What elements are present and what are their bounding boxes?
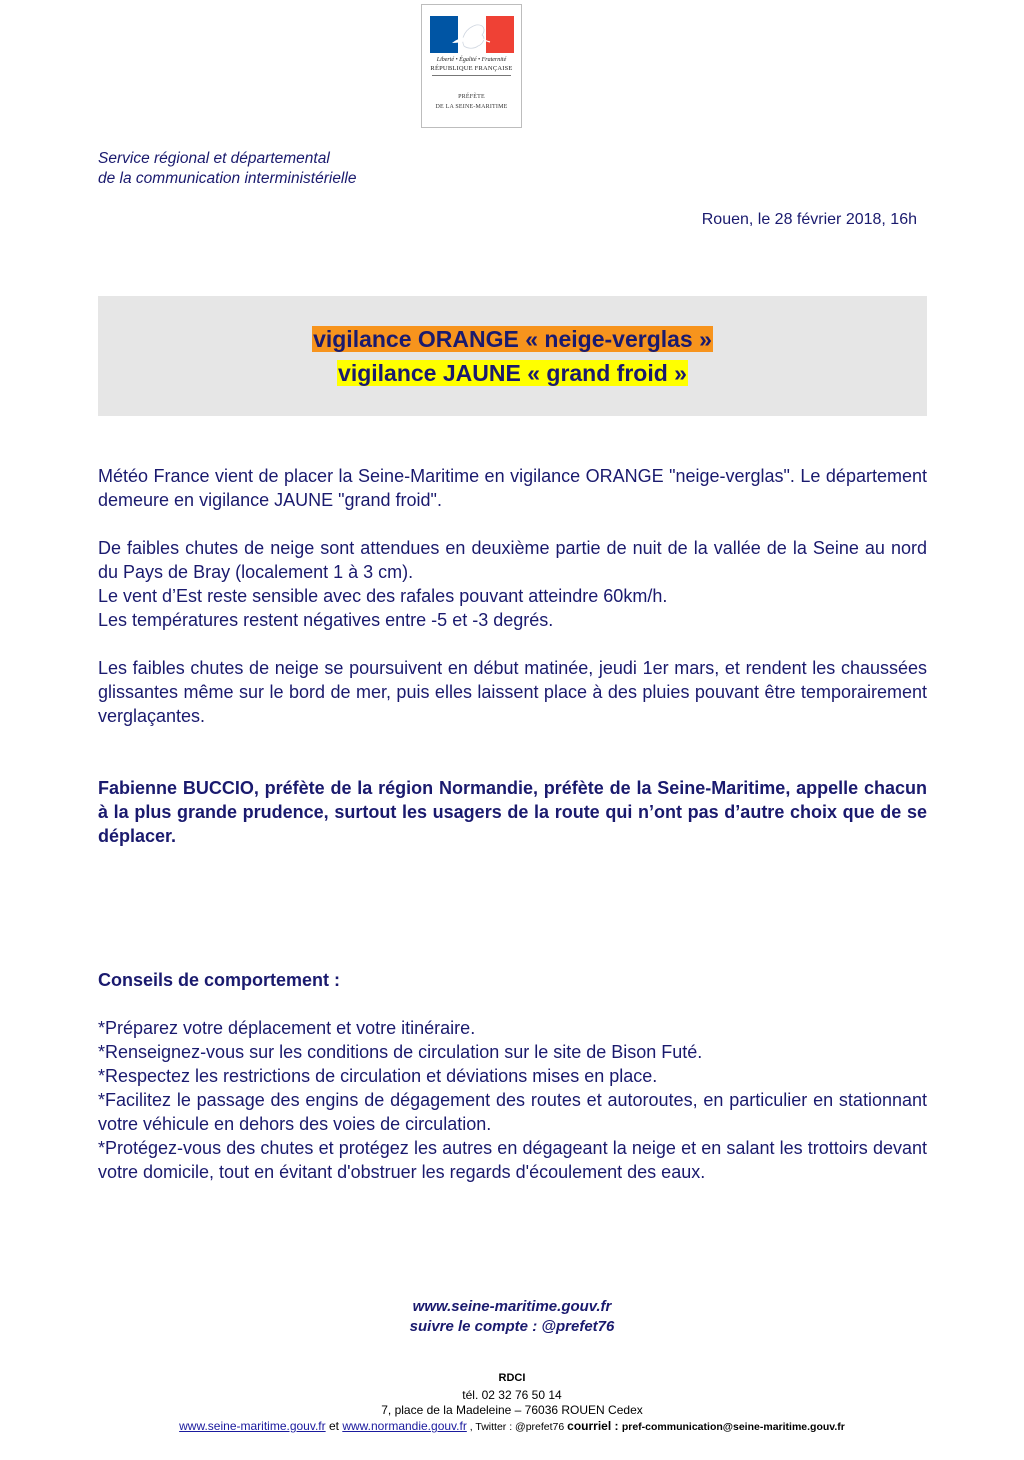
- advice-item: *Respectez les restrictions de circulation et déviations mises en place.: [98, 1066, 658, 1086]
- contact-line: [0, 1419, 1024, 1433]
- advice-item: *Facilitez le passage des engins de dégagement des routes et autoroutes, en particulier en stationnant votre véhicule en dehors des voies de circulation.: [98, 1090, 927, 1134]
- forecast-snow-text: De faibles chutes de neige sont attendues en deuxième partie de nuit de la vallée de la Seine au nord du Pays de Bray (localement 1 à 3 cm).: [98, 538, 927, 582]
- footer-link-normandie[interactable]: www.normandie.gouv.fr: [342, 1419, 467, 1433]
- marianne-logo-icon: [430, 16, 514, 53]
- footer-link-seine-maritime[interactable]: www.seine-maritime.gouv.fr: [179, 1419, 326, 1433]
- vigilance-banner: [98, 296, 927, 416]
- paragraph-appeal: [98, 776, 927, 848]
- morning-conditions-text: Les faibles chutes de neige se poursuivent en début matinée, jeudi 1er mars, et rendent les chaussées glissantes même sur le bord de mer, puis elles laissent place à des pluies pouvant être temporairement verglaçantes.: [98, 658, 927, 726]
- issuing-service: [98, 149, 356, 189]
- advice-item: *Protégez-vous des chutes et protégez les autres en dégageant la neige et en salant les trottoirs devant votre domicile, tout en évitant d'obstruer les regards d'écoulement des eaux.: [98, 1138, 927, 1182]
- logo-divider: [432, 75, 511, 76]
- intro-text: Météo France vient de placer la Seine-Maritime en vigilance ORANGE "neige-verglas". Le département demeure en vigilance JAUNE "grand froid".: [98, 466, 927, 510]
- rdci-label: RDCI: [498, 1372, 526, 1384]
- prefecture-title-line2: DE LA SEINE-MARITIME: [435, 104, 508, 110]
- orange-vigilance-text: vigilance ORANGE « neige-verglas »: [313, 326, 712, 352]
- advice-item: *Renseignez-vous sur les conditions de circulation sur le site de Bison Futé.: [98, 1042, 703, 1062]
- advice-heading: Conseils de comportement :: [98, 970, 341, 990]
- forecast-temperature-text: Les températures restent négatives entre -5 et -3 degrés.: [98, 610, 554, 630]
- service-line1: Service régional et départemental: [98, 150, 330, 167]
- banner-line-orange: [98, 326, 927, 353]
- footer-email-label: courriel :: [567, 1419, 622, 1433]
- republic-logo-block: [421, 4, 522, 128]
- banner-line-yellow: [98, 360, 927, 387]
- paragraph-intro: [98, 464, 927, 512]
- yellow-vigilance-text: vigilance JAUNE « grand froid »: [338, 360, 687, 386]
- prefecture-title-line1: PRÉFÈTE: [458, 94, 485, 100]
- footer-and-text: et: [325, 1419, 343, 1433]
- prefect-appeal-text: Fabienne BUCCIO, préfète de la région Normandie, préfète de la Seine-Maritime, appelle chacun à la plus grande prudence, surtout les usagers de la route qui n’ont pas d’autre choix que de se déplacer.: [98, 778, 927, 846]
- advice-list: [98, 1016, 927, 1184]
- phone-number: tél. 02 32 76 50 14: [462, 1388, 562, 1402]
- dateline: Rouen, le 28 février 2018, 16h: [701, 211, 917, 228]
- paragraph-forecast: [98, 536, 927, 632]
- footer-links: [0, 1297, 1024, 1337]
- paragraph-morning: [98, 656, 927, 728]
- website-link[interactable]: www.seine-maritime.gouv.fr: [412, 1298, 612, 1315]
- footer-email[interactable]: pref-communication@seine-maritime.gouv.fr: [621, 1421, 845, 1433]
- footer-twitter: , Twitter : @prefet76: [466, 1421, 568, 1433]
- advice-item: *Préparez votre déplacement et votre itinéraire.: [98, 1018, 476, 1038]
- republic-motto: Liberté • Égalité • Fraternité: [436, 57, 507, 63]
- republic-name: RÉPUBLIQUE FRANÇAISE: [430, 65, 513, 72]
- forecast-wind-text: Le vent d’Est reste sensible avec des rafales pouvant atteindre 60km/h.: [98, 586, 668, 606]
- service-line2: de la communication interministérielle: [98, 170, 357, 187]
- postal-address: 7, place de la Madeleine – 76036 ROUEN Cedex: [381, 1403, 643, 1417]
- twitter-follow: suivre le compte : @prefet76: [409, 1318, 615, 1335]
